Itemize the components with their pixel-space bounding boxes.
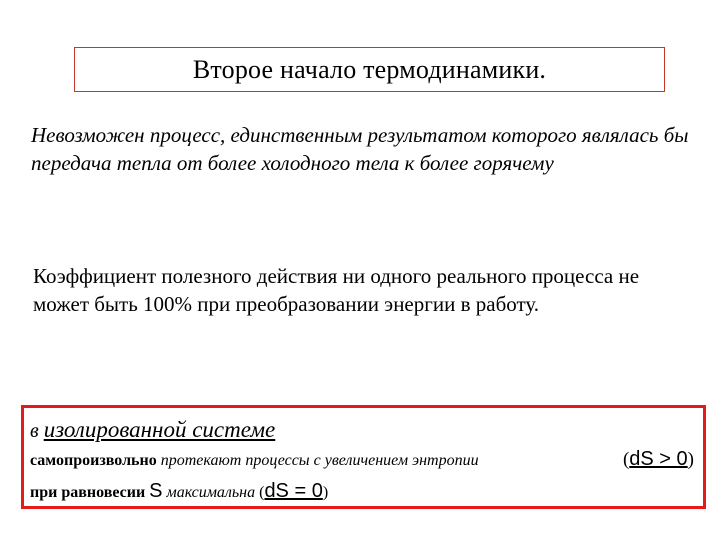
isolated-system-text: изолированной системе bbox=[43, 417, 276, 442]
spontaneous-label: самопроизвольно bbox=[30, 452, 157, 469]
spontaneous-line bbox=[30, 448, 700, 470]
efficiency-paragraph: Коэффициент полезного действия ни одного реального процесса не может быть 100% при преобразовании энергии в работу. bbox=[33, 264, 640, 316]
ds-open-paren: ( bbox=[622, 449, 630, 470]
ds-equals-zero: dS = 0 bbox=[264, 480, 323, 502]
slide-title: Второе начало термодинамики. bbox=[192, 54, 547, 84]
title-box bbox=[74, 47, 665, 92]
statement-paragraph: Невозможен процесс, единственным результатом которого являлась бы передача тепла от более холодного тела к более горячему bbox=[31, 123, 689, 175]
entropy-box bbox=[21, 405, 706, 509]
entropy-symbol: S bbox=[149, 480, 163, 502]
equilibrium-line bbox=[30, 480, 328, 503]
isolated-system-line bbox=[30, 417, 275, 443]
spontaneous-text: протекают процессы с увеличением энтропии bbox=[160, 452, 479, 469]
eq-close-paren: ) bbox=[322, 484, 329, 501]
eq-open-paren: ( bbox=[259, 484, 265, 501]
isolated-prefix: в bbox=[30, 420, 39, 442]
entropy-increase-formula bbox=[623, 448, 694, 471]
maximal-text: максимальна bbox=[166, 484, 256, 501]
equilibrium-label: при равновесии bbox=[30, 484, 146, 501]
ds-close-paren: ) bbox=[687, 449, 694, 470]
ds-greater-zero: dS > 0 bbox=[629, 448, 688, 470]
